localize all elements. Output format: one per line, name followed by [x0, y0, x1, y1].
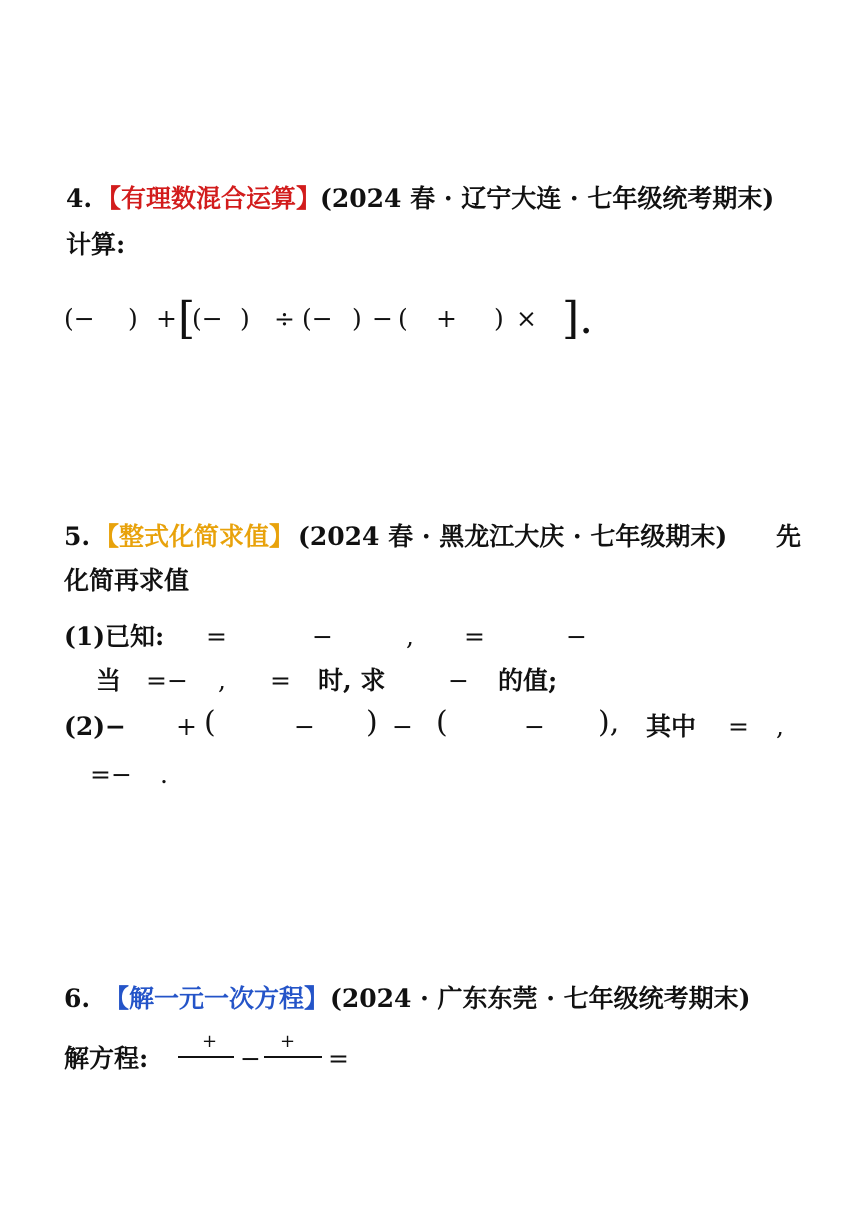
q4-expr-p12: ): [494, 304, 504, 333]
q4-prompt: 计算:: [66, 230, 126, 259]
q4-expr-p11: +: [436, 304, 457, 333]
q5-p1-c: ,: [406, 622, 414, 651]
q5-p2-l2b: .: [160, 760, 168, 789]
q4-expr-p1: (−: [64, 304, 95, 333]
q4-source: (2024 春 · 辽宁大连 · 七年级统考期末): [320, 184, 775, 213]
q5-p2-e: −: [392, 712, 413, 741]
q5-p2-d: ): [366, 705, 378, 740]
q4-expr-p7: (−: [302, 304, 333, 333]
q5-p2-g: −: [524, 712, 545, 741]
q6-frac2-plus: +: [280, 1031, 296, 1052]
q6-prompt: 解方程:: [64, 1044, 149, 1073]
q5-p1-l2e: 时, 求: [318, 666, 386, 695]
q4-number: 4.: [66, 184, 93, 213]
q5-p2-c: −: [294, 712, 315, 741]
q4-expr-p5: ): [240, 304, 250, 333]
q4-expr-p3: +: [156, 304, 177, 333]
q5-p1-e: −: [566, 622, 587, 651]
q5-number: 5.: [64, 522, 91, 551]
q5-tag: 【整式化简求值】: [94, 522, 295, 551]
q4-expr-p9: −: [372, 304, 393, 333]
q5-p1-l2d: =: [270, 666, 291, 695]
q5-p1-d: =: [464, 622, 485, 651]
q4-expr-rbracket: ].: [562, 293, 594, 344]
q6-number: 6.: [64, 984, 91, 1013]
q6-frac1-bar: [178, 1056, 234, 1058]
q4-expr-lbracket: [: [178, 293, 196, 344]
q4-expr-p2: ): [128, 304, 138, 333]
q5-tail: 先: [776, 522, 802, 551]
q6-frac2-bar: [264, 1056, 322, 1058]
q5-p2-j: =: [728, 712, 749, 741]
q4-expr-p10: (: [398, 304, 408, 333]
q5-p1-l2b: =−: [146, 666, 188, 695]
q5-p2-i: 其中: [646, 712, 697, 741]
q5-p1-l2c: ,: [218, 666, 226, 695]
q5-p2-l2a: =−: [90, 760, 132, 789]
q6-source: (2024 · 广东东莞 · 七年级统考期末): [330, 984, 751, 1013]
q4-expr-p8: ): [352, 304, 362, 333]
q6-equals: =: [328, 1044, 349, 1073]
q5-p2-f: (: [436, 705, 448, 740]
q5-p1-a: =: [206, 622, 227, 651]
q4-expr-p13: ×: [516, 304, 537, 333]
q5-p2-b: (: [204, 705, 216, 740]
q5-source: (2024 春 · 黑龙江大庆 · 七年级期末): [298, 522, 728, 551]
q6-minus: −: [240, 1044, 261, 1073]
q5-p1-l2f: −: [448, 666, 469, 695]
q5-p2-label: (2)−: [64, 712, 126, 741]
q5-p2-k: ,: [776, 712, 784, 741]
q6-tag: 【解一元一次方程】: [104, 984, 330, 1013]
q5-p2-a: +: [176, 712, 197, 741]
q5-p1-b: −: [312, 622, 333, 651]
q5-p1-label: (1)已知:: [64, 622, 165, 651]
q5-p1-l2a: 当: [96, 666, 122, 695]
q5-line2: 化简再求值: [64, 566, 190, 595]
q6-frac1-plus: +: [202, 1031, 218, 1052]
q4-expr-p6: ÷: [274, 304, 295, 333]
q5-p1-l2g: 的值;: [498, 666, 558, 695]
q5-p2-h: ),: [598, 705, 620, 740]
q4-expr-p4: (−: [192, 304, 223, 333]
q4-tag: 【有理数混合运算】: [96, 184, 322, 213]
